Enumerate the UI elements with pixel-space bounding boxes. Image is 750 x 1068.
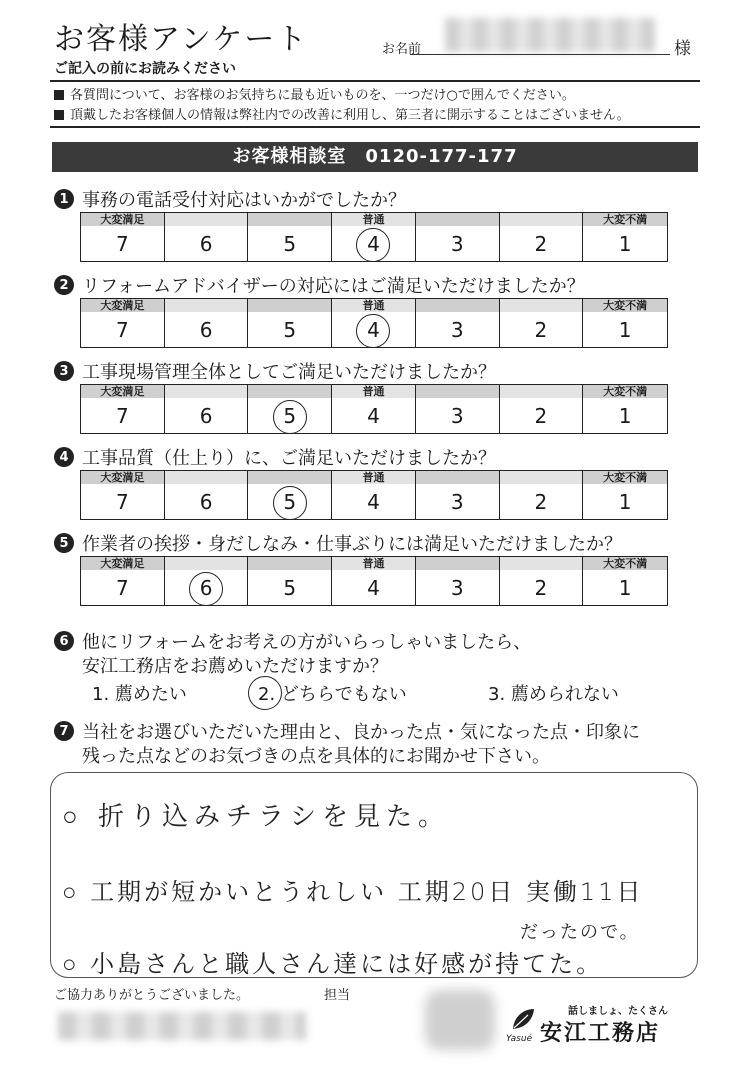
- rating-value: 6: [199, 318, 213, 342]
- redacted-address: [58, 1012, 306, 1040]
- question-number-badge: 5: [54, 533, 74, 553]
- rating-option-1[interactable]: [583, 556, 667, 605]
- rating-header-cell: [165, 298, 248, 312]
- rating-header-cell: 大変不満: [583, 384, 667, 398]
- rating-value: 5: [283, 404, 297, 428]
- rating-option-2[interactable]: [500, 212, 584, 261]
- handwritten-comment: だったので。: [520, 922, 640, 943]
- rating-option-5[interactable]: [248, 212, 332, 261]
- rating-header-cell: 普通: [332, 384, 415, 398]
- question-number-badge: 2: [54, 275, 74, 295]
- rating-value: 7: [115, 318, 129, 342]
- rating-header-cell: 普通: [332, 556, 415, 570]
- rating-option-1[interactable]: [583, 470, 667, 519]
- rating-value: 1: [618, 576, 632, 600]
- rating-value: 2: [534, 490, 548, 514]
- rating-option-6[interactable]: [165, 212, 249, 261]
- rating-value: 4: [367, 232, 380, 256]
- rating-value: 4: [367, 490, 380, 514]
- rating-scale: [80, 384, 668, 434]
- selected-answer-circle: [356, 314, 390, 348]
- name-underline: [410, 54, 670, 55]
- rating-option-3[interactable]: [416, 212, 500, 261]
- brand-small-text: Yasué: [506, 1034, 533, 1044]
- company-slogan: 話しましょ、たくさん: [568, 1006, 668, 1017]
- rating-option-7[interactable]: [81, 470, 165, 519]
- rating-header-cell: [500, 298, 583, 312]
- rating-option-5[interactable]: [248, 298, 332, 347]
- question-text: 他にリフォームをお考えの方がいらっしゃいましたら、: [82, 632, 532, 653]
- rating-value: 6: [199, 232, 213, 256]
- question-5: [54, 530, 622, 556]
- rating-option-3[interactable]: [416, 470, 500, 519]
- question-6: [54, 628, 531, 654]
- question-text: 工事現場管理全体としてご満足いただけましたか？: [82, 362, 496, 383]
- rating-header-cell: [248, 384, 331, 398]
- rating-option-1[interactable]: [583, 384, 667, 433]
- rating-header-cell: [416, 556, 499, 570]
- rating-scale: [80, 470, 668, 520]
- rating-value: 4: [367, 576, 380, 600]
- question-text: リフォームアドバイザーの対応にはご満足いただけましたか？: [82, 276, 585, 297]
- rating-option-4[interactable]: [332, 298, 416, 347]
- rating-option-2[interactable]: [500, 384, 584, 433]
- rating-header-cell: [500, 470, 583, 484]
- rating-header-cell: 大変満足: [81, 384, 164, 398]
- rating-value: 6: [199, 490, 213, 514]
- rating-option-6[interactable]: [165, 298, 249, 347]
- rating-header-cell: 大変満足: [81, 298, 164, 312]
- rating-header-cell: [416, 384, 499, 398]
- rating-header-cell: [416, 298, 499, 312]
- rating-option-7[interactable]: [81, 298, 165, 347]
- rating-option-2[interactable]: [500, 298, 584, 347]
- rating-value: 5: [283, 576, 297, 600]
- rating-header-cell: 大変満足: [81, 470, 164, 484]
- rating-header-cell: [416, 212, 499, 226]
- rating-header-cell: 大変不満: [583, 212, 667, 226]
- question-2: [54, 272, 585, 298]
- rating-value: 2: [534, 232, 548, 256]
- selected-answer-circle: [356, 228, 390, 262]
- staff-label: 担当: [324, 988, 351, 1003]
- rating-option-3[interactable]: [416, 384, 500, 433]
- rating-value: 5: [283, 232, 297, 256]
- rating-value: 4: [367, 404, 380, 428]
- handwritten-comment: ○ 折り込みチラシを見た。: [62, 802, 450, 832]
- handwritten-comment: ○ 小島さんと職人さん達には好感が持てた。: [62, 950, 604, 978]
- rating-value: 3: [450, 318, 464, 342]
- rating-header-cell: 普通: [332, 298, 415, 312]
- rating-option-4[interactable]: [332, 384, 416, 433]
- rating-header-cell: 普通: [332, 212, 415, 226]
- rating-header-cell: [500, 556, 583, 570]
- option-neutral[interactable]: 2. どちらでもない: [258, 684, 407, 705]
- rating-value: 1: [618, 490, 632, 514]
- question-7: [54, 718, 640, 744]
- handwritten-comment: ○ 工期が短かいとうれしい 工期20日 実働11日: [62, 878, 644, 906]
- notice-line: 各質問について、お客様のお気持ちに最も近いものを、一つだけ○で囲んでください。: [54, 84, 575, 103]
- leaf-logo-icon: [510, 1006, 536, 1032]
- question-number-badge: 1: [54, 189, 74, 209]
- rating-option-3[interactable]: [416, 556, 500, 605]
- rating-value: 1: [618, 318, 632, 342]
- rating-value: 2: [534, 404, 548, 428]
- rating-option-6[interactable]: [165, 470, 249, 519]
- rating-value: 2: [534, 576, 548, 600]
- notice-divider: [50, 80, 700, 82]
- rating-option-4[interactable]: [332, 470, 416, 519]
- rating-header-cell: [248, 556, 331, 570]
- rating-value: 1: [618, 404, 632, 428]
- rating-header-cell: 大変不満: [583, 470, 667, 484]
- rating-header-cell: [165, 212, 248, 226]
- bullet-square-icon: [54, 110, 64, 120]
- rating-header-cell: [248, 470, 331, 484]
- rating-option-3[interactable]: [416, 298, 500, 347]
- rating-header-cell: [248, 212, 331, 226]
- rating-value: 2: [534, 318, 548, 342]
- rating-scale: [80, 298, 668, 348]
- rating-scale: [80, 556, 668, 606]
- rating-header-cell: [248, 298, 331, 312]
- section-divider: [50, 126, 700, 128]
- rating-header-cell: [165, 384, 248, 398]
- question-number-badge: 4: [54, 447, 74, 467]
- rating-option-4[interactable]: [332, 556, 416, 605]
- rating-option-7[interactable]: [81, 212, 165, 261]
- question-text: 当社をお選びいただいた理由と、良かった点・気になった点・印象に: [82, 722, 640, 743]
- rating-option-1[interactable]: [583, 212, 667, 261]
- question-number-badge: 3: [54, 361, 74, 381]
- rating-scale: [80, 212, 668, 262]
- rating-value: 6: [199, 576, 213, 600]
- rating-option-7[interactable]: [81, 556, 165, 605]
- notice-line: 頂戴したお客様個人の情報は弊社内での改善に利用し、第三者に開示することはございません。: [54, 104, 630, 123]
- bullet-square-icon: [54, 90, 64, 100]
- question-4: [54, 444, 496, 470]
- rating-option-5[interactable]: [248, 556, 332, 605]
- question-text-line2: 残った点などのお気づきの点を具体的にお聞かせ下さい。: [82, 746, 550, 767]
- honorific-label: 様: [674, 39, 691, 59]
- survey-title: お客様アンケート: [54, 22, 309, 57]
- rating-option-6[interactable]: [165, 384, 249, 433]
- rating-value: 3: [450, 232, 464, 256]
- rating-value: 1: [618, 232, 632, 256]
- rating-header-cell: 大変不満: [583, 298, 667, 312]
- rating-header-cell: [165, 556, 248, 570]
- rating-value: 7: [115, 576, 129, 600]
- rating-header-cell: [416, 470, 499, 484]
- thanks-message: ご協力ありがとうございました。: [54, 988, 250, 1003]
- redacted-staff-stamp: [425, 990, 495, 1050]
- option-not-recommend[interactable]: 3. 薦められない: [488, 684, 619, 705]
- rating-value: 7: [115, 490, 129, 514]
- rating-option-5[interactable]: [248, 470, 332, 519]
- option-recommend[interactable]: 1. 薦めたい: [92, 684, 187, 705]
- customer-service-banner: お客様相談室 0120-177-177: [52, 142, 698, 172]
- question-text-line2: 安江工務店をお薦めいただけますか？: [82, 656, 388, 677]
- rating-option-2[interactable]: [500, 470, 584, 519]
- rating-option-5[interactable]: [248, 384, 332, 433]
- selected-answer-circle: [273, 486, 307, 520]
- rating-header-cell: [165, 470, 248, 484]
- rating-header-cell: 普通: [332, 470, 415, 484]
- rating-option-7[interactable]: [81, 384, 165, 433]
- rating-option-1[interactable]: [583, 298, 667, 347]
- rating-value: 3: [450, 576, 464, 600]
- company-name: 安江工務店: [540, 1021, 661, 1046]
- rating-option-6[interactable]: [165, 556, 249, 605]
- rating-value: 6: [199, 404, 213, 428]
- rating-value: 3: [450, 490, 464, 514]
- rating-option-4[interactable]: [332, 212, 416, 261]
- rating-value: 4: [367, 318, 380, 342]
- rating-value: 3: [450, 404, 464, 428]
- rating-value: 5: [283, 490, 297, 514]
- redacted-customer-name: [445, 18, 655, 52]
- question-1: [54, 186, 406, 212]
- rating-header-cell: 大変満足: [81, 556, 164, 570]
- rating-header-cell: [500, 212, 583, 226]
- question-text: 工事品質（仕上り）に、ご満足いただけましたか？: [82, 448, 496, 469]
- rating-header-cell: 大変不満: [583, 556, 667, 570]
- rating-header-cell: 大変満足: [81, 212, 164, 226]
- question-text: 事務の電話受付対応はいかがでしたか？: [82, 190, 406, 211]
- rating-value: 5: [283, 318, 297, 342]
- rating-option-2[interactable]: [500, 556, 584, 605]
- question-text: 作業者の挨拶・身だしなみ・仕事ぶりには満足いただけましたか？: [82, 534, 622, 555]
- selected-answer-circle: [273, 400, 307, 434]
- question-3: [54, 358, 496, 384]
- name-label: お名前: [382, 42, 422, 57]
- rating-value: 7: [115, 232, 129, 256]
- selected-answer-circle: [189, 572, 223, 606]
- question-number-badge: 7: [54, 721, 74, 741]
- rating-header-cell: [500, 384, 583, 398]
- question-number-badge: 6: [54, 631, 74, 651]
- selected-answer-circle: [248, 676, 282, 710]
- notice-heading: ご記入の前にお読みください: [54, 61, 236, 77]
- rating-value: 7: [115, 404, 129, 428]
